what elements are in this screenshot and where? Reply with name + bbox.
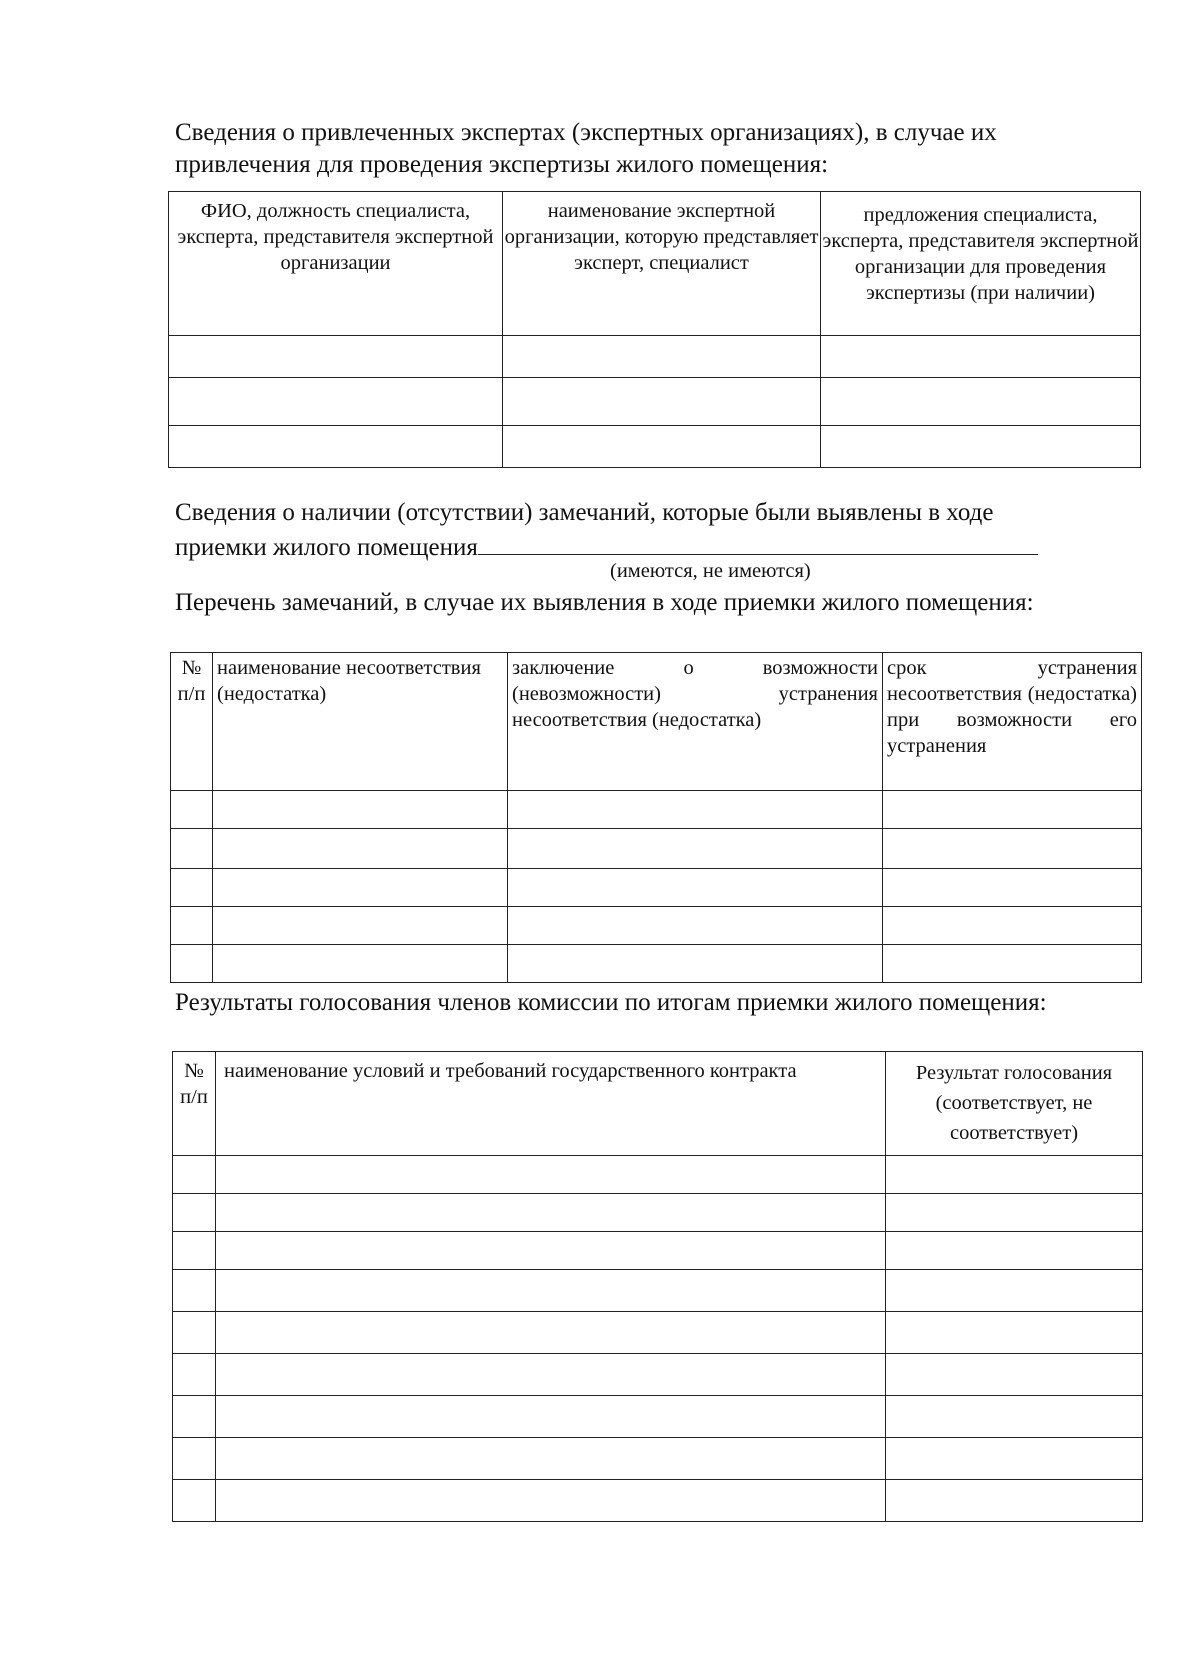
section2-label: приемки жилого помещения (175, 534, 478, 561)
table-cell[interactable] (169, 378, 503, 426)
table-cell[interactable] (173, 1354, 216, 1396)
voting-table (172, 1051, 1143, 1522)
voting-col-requirements: наименование условий и требований государственного контракта (216, 1052, 886, 1156)
table-row (171, 791, 1142, 829)
section2-hint: (имеются, не имеются) (610, 560, 811, 582)
table-cell[interactable] (173, 1232, 216, 1270)
table-row (171, 869, 1142, 907)
table-cell[interactable] (821, 426, 1141, 468)
table-cell[interactable] (173, 1312, 216, 1354)
remarks-presence-field[interactable] (478, 528, 1038, 555)
table-cell[interactable] (213, 791, 508, 829)
table-cell[interactable] (216, 1354, 886, 1396)
table-cell[interactable] (216, 1480, 886, 1522)
experts-col-name: ФИО, должность специалиста, эксперта, представителя экспертной организации (169, 192, 503, 336)
table-cell[interactable] (883, 945, 1142, 983)
table-cell[interactable] (171, 869, 213, 907)
table-cell[interactable] (503, 336, 821, 378)
table-cell[interactable] (216, 1194, 886, 1232)
table-cell[interactable] (216, 1438, 886, 1480)
table-cell[interactable] (173, 1480, 216, 1522)
section1-intro-line1: Сведения о привлеченных экспертах (экспертных организациях), в случае их (175, 119, 997, 146)
experts-col-organization: наименование экспертной организации, которую представляет эксперт, специалист (503, 192, 821, 336)
voting-table-header (173, 1052, 1143, 1156)
table-cell[interactable] (886, 1156, 1143, 1194)
remarks-table-header (171, 653, 1142, 791)
table-row (173, 1396, 1143, 1438)
voting-col-result: Результат голосования (соответствует, не соответствует) (886, 1052, 1143, 1156)
table-row (173, 1312, 1143, 1354)
table-row (169, 426, 1141, 468)
table-cell[interactable] (883, 791, 1142, 829)
table-row (171, 907, 1142, 945)
table-cell[interactable] (213, 869, 508, 907)
table-cell[interactable] (171, 791, 213, 829)
table-cell[interactable] (216, 1156, 886, 1194)
experts-table (168, 191, 1141, 468)
table-cell[interactable] (883, 869, 1142, 907)
remarks-table (170, 652, 1142, 983)
table-cell[interactable] (169, 336, 503, 378)
table-cell[interactable] (171, 829, 213, 869)
table-cell[interactable] (503, 426, 821, 468)
table-cell[interactable] (173, 1156, 216, 1194)
table-row (169, 378, 1141, 426)
table-cell[interactable] (216, 1312, 886, 1354)
table-cell[interactable] (886, 1232, 1143, 1270)
table-cell[interactable] (821, 336, 1141, 378)
table-cell[interactable] (503, 378, 821, 426)
table-row (173, 1156, 1143, 1194)
table-cell[interactable] (886, 1194, 1143, 1232)
table-row (173, 1480, 1143, 1522)
table-cell[interactable] (886, 1354, 1143, 1396)
table-row (171, 945, 1142, 983)
table-cell[interactable] (171, 945, 213, 983)
section3-intro: Перечень замечаний, в случае их выявления в ходе приемки жилого помещения: (175, 589, 1034, 616)
table-cell[interactable] (173, 1438, 216, 1480)
table-row (169, 336, 1141, 378)
table-row (173, 1270, 1143, 1312)
voting-col-number: № п/п (173, 1052, 216, 1156)
section1-intro-line2: привлечения для проведения экспертизы жилого помещения: (175, 151, 829, 178)
section4-intro: Результаты голосования членов комиссии по итогам приемки жилого помещения: (175, 989, 1047, 1016)
table-cell[interactable] (173, 1396, 216, 1438)
experts-col-proposals: предложения специалиста, эксперта, представителя экспертной организации для проведения экспертизы (при наличии) (821, 192, 1141, 336)
table-cell[interactable] (173, 1270, 216, 1312)
table-cell[interactable] (216, 1270, 886, 1312)
table-cell[interactable] (173, 1194, 216, 1232)
table-cell[interactable] (216, 1232, 886, 1270)
table-cell[interactable] (213, 829, 508, 869)
table-cell[interactable] (886, 1312, 1143, 1354)
table-cell[interactable] (169, 426, 503, 468)
table-cell[interactable] (508, 791, 883, 829)
table-row (173, 1232, 1143, 1270)
table-cell[interactable] (508, 907, 883, 945)
table-cell[interactable] (886, 1270, 1143, 1312)
table-cell[interactable] (508, 869, 883, 907)
table-cell[interactable] (886, 1438, 1143, 1480)
table-row (173, 1438, 1143, 1480)
table-cell[interactable] (821, 378, 1141, 426)
table-row (173, 1194, 1143, 1232)
table-cell[interactable] (886, 1396, 1143, 1438)
table-cell[interactable] (213, 945, 508, 983)
table-cell[interactable] (508, 945, 883, 983)
table-cell[interactable] (216, 1396, 886, 1438)
table-cell[interactable] (886, 1480, 1143, 1522)
remarks-col-name: наименование несоответствия (недостатка) (213, 653, 508, 791)
experts-table-header (169, 192, 1141, 336)
table-cell[interactable] (883, 907, 1142, 945)
table-cell[interactable] (171, 907, 213, 945)
table-cell[interactable] (508, 829, 883, 869)
table-row (171, 829, 1142, 869)
remarks-col-conclusion: заключение о возможности (невозможности) устранения несоответствия (недостатка) (508, 653, 883, 791)
table-cell[interactable] (213, 907, 508, 945)
remarks-col-deadline: срок устранения несоответствия (недостатка) при возможности его устранения (883, 653, 1142, 791)
section2-line1: Сведения о наличии (отсутствии) замечаний, которые были выявлены в ходе (175, 499, 994, 526)
table-row (173, 1354, 1143, 1396)
remarks-col-number: № п/п (171, 653, 213, 791)
table-cell[interactable] (883, 829, 1142, 869)
